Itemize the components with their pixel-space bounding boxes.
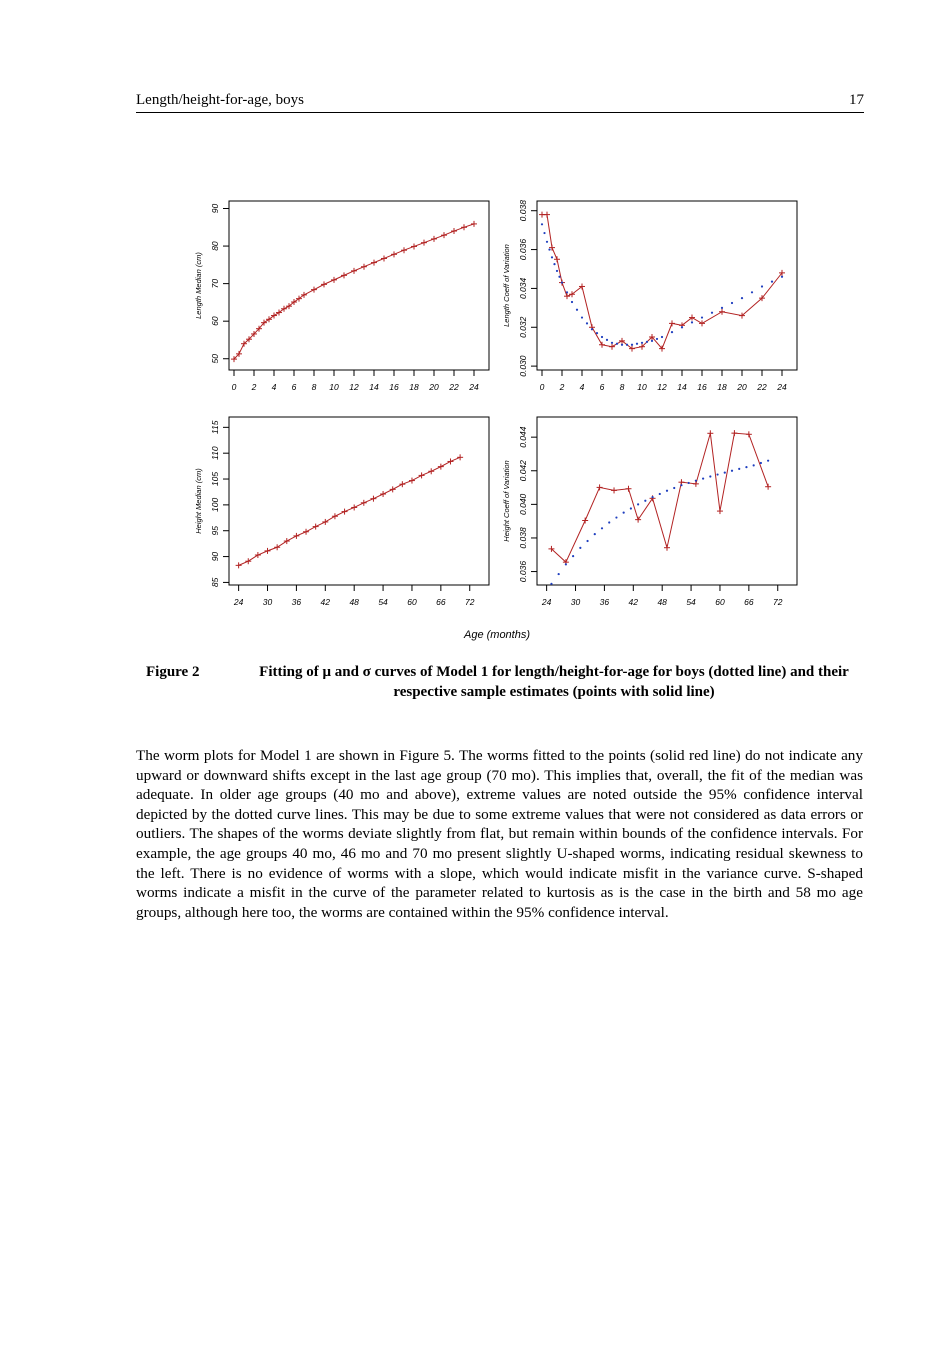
sample-point (431, 236, 437, 242)
x-tick-label: 72 (773, 597, 783, 607)
x-tick-label: 42 (320, 597, 331, 607)
fitted-curve-dot (606, 339, 608, 341)
fitted-curve-dot (576, 309, 578, 311)
fitted-curve-dot (579, 547, 581, 549)
chart-panel-2 (502, 200, 797, 392)
x-tick-label: 8 (311, 382, 317, 392)
x-tick-label: 4 (579, 382, 585, 392)
page-number: 17 (849, 92, 864, 108)
x-tick-label: 10 (637, 382, 647, 392)
sample-point (411, 243, 417, 249)
fitted-curve-dot (641, 342, 643, 344)
x-tick-label: 10 (329, 382, 339, 392)
x-tick-label: 2 (559, 382, 565, 392)
x-tick-label: 20 (737, 382, 747, 392)
fitted-curve-dot (571, 301, 573, 303)
sample-point (428, 468, 434, 474)
fitted-curve-dot (601, 527, 603, 529)
fitted-curve-dot (608, 521, 610, 523)
common-x-axis-label: Age (months) (463, 629, 531, 641)
sample-point (554, 256, 560, 262)
fitted-curve-dot (711, 312, 713, 314)
plot-frame (229, 417, 489, 585)
x-tick-label: 12 (657, 382, 667, 392)
fitted-curve-dot (651, 496, 653, 498)
fitted-curve-dot (630, 507, 632, 509)
sample-point (611, 487, 617, 493)
plot-frame (537, 201, 797, 370)
sample-point (409, 478, 415, 484)
x-tick-label: 66 (744, 597, 754, 607)
x-tick-label: 36 (599, 597, 610, 607)
sample-point (746, 431, 752, 437)
fitted-curve-dot (781, 276, 783, 278)
x-tick-label: 30 (570, 597, 581, 607)
x-tick-label: 30 (262, 597, 273, 607)
y-tick-label: 115 (210, 420, 220, 435)
x-tick-label: 16 (389, 382, 399, 392)
sample-point (599, 342, 605, 348)
fitted-curve-dot (565, 563, 567, 565)
sample-point (321, 281, 327, 287)
fitted-curve-dot (709, 475, 711, 477)
y-axis-label: Length Median (cm) (194, 252, 203, 319)
fitted-curve-dot (566, 291, 568, 293)
body-paragraph: The worm plots for Model 1 are shown in Figure 5. The worms fitted to the points (solid red line) do not indicate any upward or downward shifts except in the last age group (70 mo). This implies that, overall, the fit of the median was adequate. In older age groups (40 mo and above), extreme values are noted outside the 95% confidence interval depicted by the dotted curve lines. This may be due to some extreme values that were not considered as data errors or outliers. The shapes of the worms deviate slightly from flat, but remain within bounds of the confidence intervals. For example, the age groups 40 mo, 46 mo and 70 mo present slightly U-shaped worms, indicating residual skewness to the left. There is no evidence of worms with a slope, which would indicate misfit in the variance curve. S-shaped worms indicate a misfit in the curve of the parameter related to kurtosis as is the case in the birth and 58 mo age groups, although here too, the worms are contained within the 95% confidence interval. (136, 747, 863, 921)
sample-point (401, 247, 407, 253)
x-tick-label: 16 (697, 382, 707, 392)
y-tick-label: 110 (210, 446, 220, 460)
sample-point (371, 260, 377, 266)
y-tick-label: 0.032 (518, 316, 528, 338)
sample-point (236, 562, 242, 568)
fitted-curve-dot (680, 484, 682, 486)
sample-point (664, 545, 670, 551)
fitted-curve-dot (594, 533, 596, 535)
sample-point (390, 486, 396, 492)
y-tick-label: 0.030 (518, 355, 528, 377)
x-tick-label: 36 (291, 597, 302, 607)
fitted-curve-dot (767, 460, 769, 462)
figure-caption-label: Figure 2 (146, 664, 200, 680)
sample-point (717, 508, 723, 514)
fitted-curve-dot (626, 344, 628, 346)
x-tick-label: 60 (715, 597, 725, 607)
x-tick-label: 20 (429, 382, 439, 392)
figure-caption-text: Fitting of μ and σ curves of Model 1 for length/height-for-age for boys (dotted line) and their respective sample estimates (points with solid line) (259, 664, 849, 700)
y-tick-label: 0.040 (518, 493, 528, 516)
x-tick-label: 42 (628, 597, 639, 607)
fitted-curve-dot (581, 316, 583, 318)
y-tick-label: 0.038 (518, 200, 528, 222)
x-tick-label: 14 (369, 382, 379, 392)
fitted-curve-dot (572, 555, 574, 557)
fitted-curve-dot (661, 336, 663, 338)
fitted-curve-dot (586, 322, 588, 324)
x-tick-label: 72 (465, 597, 475, 607)
sample-line (542, 215, 782, 349)
sample-point (370, 496, 376, 502)
chart-panel-1 (194, 201, 489, 392)
sample-point (457, 454, 463, 460)
fitted-curve-dot (695, 480, 697, 482)
fitted-curve-dot (558, 573, 560, 575)
sample-point (438, 464, 444, 470)
sample-line (239, 457, 460, 565)
sample-point (331, 277, 337, 283)
x-tick-label: 24 (541, 597, 552, 607)
sample-point (421, 240, 427, 246)
sample-point (441, 232, 447, 238)
fitted-curve-dot (691, 321, 693, 323)
fitted-curve-dot (561, 281, 563, 283)
x-tick-label: 6 (599, 382, 605, 392)
fitted-curve-dot (666, 490, 668, 492)
y-tick-label: 105 (210, 471, 220, 487)
x-tick-label: 4 (271, 382, 277, 392)
x-tick-label: 48 (349, 597, 359, 607)
fitted-curve-dot (546, 241, 548, 243)
sample-point (313, 524, 319, 530)
sample-point (391, 251, 397, 257)
fitted-curve-dot (558, 276, 560, 278)
x-tick-label: 2 (251, 382, 257, 392)
x-tick-label: 22 (449, 382, 459, 392)
fitted-curve-dot (745, 466, 747, 468)
x-tick-label: 18 (409, 382, 419, 392)
y-tick-label: 0.044 (518, 426, 528, 448)
fitted-curve-dot (656, 338, 658, 340)
y-tick-label: 85 (210, 577, 220, 588)
x-tick-label: 24 (777, 382, 787, 392)
x-tick-label: 24 (469, 382, 479, 392)
fitted-curve-dot (659, 493, 661, 495)
fitted-curve-dot (644, 500, 646, 502)
sample-point (303, 529, 309, 535)
fitted-curve-dot (636, 343, 638, 345)
fitted-curve-dot (688, 482, 690, 484)
fitted-curve-dot (671, 331, 673, 333)
fitted-curve-dot (741, 297, 743, 299)
x-tick-label: 6 (291, 382, 297, 392)
fitted-curve-dot (601, 336, 603, 338)
sample-point (255, 552, 261, 558)
fitted-curve-dot (651, 340, 653, 342)
fitted-curve-dot (596, 332, 598, 334)
sample-point (447, 458, 453, 464)
fitted-curve-dot (591, 328, 593, 330)
x-tick-label: 8 (619, 382, 625, 392)
sample-point (381, 255, 387, 261)
x-tick-label: 18 (717, 382, 727, 392)
x-tick-label: 66 (436, 597, 446, 607)
y-tick-label: 95 (210, 525, 220, 536)
fitted-curve-dot (646, 341, 648, 343)
fitted-curve-dot (761, 285, 763, 287)
sample-point (351, 504, 357, 510)
sample-point (342, 509, 348, 515)
sample-point (274, 544, 280, 550)
fitted-curve-dot (616, 343, 618, 345)
fitted-curve-dot (721, 307, 723, 309)
y-tick-label: 0.034 (518, 277, 528, 300)
x-tick-label: 54 (378, 597, 388, 607)
sample-point (399, 481, 405, 487)
fitted-curve-dot (621, 344, 623, 346)
sample-point (731, 430, 737, 436)
header-title: Length/height-for-age, boys (136, 92, 304, 108)
sample-point (597, 484, 603, 490)
y-axis-label: Height Median (cm) (194, 468, 203, 534)
figure-2-panels (0, 0, 952, 660)
x-tick-label: 0 (539, 382, 545, 392)
sample-point (265, 548, 271, 554)
fitted-curve-dot (611, 342, 613, 344)
sample-point (380, 491, 386, 497)
sample-point (245, 558, 251, 564)
y-tick-label: 0.038 (518, 527, 528, 549)
sample-line (234, 224, 474, 359)
sample-point (293, 533, 299, 539)
sample-point (451, 228, 457, 234)
plot-frame (229, 201, 489, 370)
fitted-curve-dot (673, 487, 675, 489)
fitted-curve-dot (731, 302, 733, 304)
sample-point (625, 486, 631, 492)
y-tick-label: 100 (210, 497, 220, 512)
fitted-curve-dot (751, 291, 753, 293)
x-tick-label: 14 (677, 382, 687, 392)
fitted-curve-dot (548, 248, 550, 250)
sample-point (699, 320, 705, 326)
sample-point (361, 500, 367, 506)
sample-point (544, 212, 550, 218)
y-tick-label: 0.042 (518, 460, 528, 482)
sample-line (551, 433, 768, 562)
y-tick-label: 50 (210, 353, 220, 364)
fitted-curve-dot (637, 503, 639, 505)
y-axis-label: Height Coeff of Variation (502, 460, 511, 542)
fitted-curve-dot (701, 316, 703, 318)
y-tick-label: 0.036 (518, 238, 528, 261)
fitted-curve-dot (631, 344, 633, 346)
x-tick-label: 12 (349, 382, 359, 392)
sample-point (419, 472, 425, 478)
sample-point (311, 287, 317, 293)
sample-point (461, 224, 467, 230)
chart-panel-3 (194, 417, 489, 607)
y-tick-label: 90 (210, 203, 220, 214)
fitted-curve-dot (615, 516, 617, 518)
sample-point (669, 320, 675, 326)
y-tick-label: 90 (210, 551, 220, 562)
sample-point (635, 517, 641, 523)
chart-panel-4 (502, 417, 797, 607)
fitted-curve-dot (724, 472, 726, 474)
fitted-curve-dot (681, 326, 683, 328)
fitted-curve-dot (556, 270, 558, 272)
fitted-curve-dot (731, 470, 733, 472)
y-axis-label: Length Coeff of Variation (502, 244, 511, 327)
fitted-curve-dot (623, 511, 625, 513)
x-tick-label: 60 (407, 597, 417, 607)
sample-point (471, 221, 477, 227)
sample-point (765, 484, 771, 490)
sample-point (719, 309, 725, 315)
sample-point (707, 430, 713, 436)
sample-point (361, 264, 367, 270)
fitted-curve-dot (760, 462, 762, 464)
sample-point (284, 538, 290, 544)
plot-frame (537, 417, 797, 585)
y-tick-label: 60 (210, 316, 220, 326)
fitted-curve-dot (551, 256, 553, 258)
y-tick-label: 0.036 (518, 560, 528, 583)
fitted-curve-dot (541, 223, 543, 225)
sample-point (332, 513, 338, 519)
sample-point (609, 344, 615, 350)
fitted-curve-dot (586, 540, 588, 542)
fitted-curve-dot (716, 473, 718, 475)
sample-point (322, 519, 328, 525)
sample-point (341, 272, 347, 278)
y-tick-label: 70 (210, 278, 220, 289)
fitted-curve-dot (753, 464, 755, 466)
fitted-curve-dot (771, 281, 773, 283)
fitted-curve-dot (738, 468, 740, 470)
x-tick-label: 0 (231, 382, 237, 392)
fitted-curve-dot (553, 263, 555, 265)
x-tick-label: 48 (657, 597, 667, 607)
x-tick-label: 22 (757, 382, 767, 392)
fitted-curve-dot (543, 232, 545, 234)
sample-point (582, 517, 588, 523)
fitted-curve-dot (550, 583, 552, 585)
x-tick-label: 54 (686, 597, 696, 607)
sample-point (351, 268, 357, 274)
fitted-curve-dot (702, 477, 704, 479)
y-tick-label: 80 (210, 241, 220, 251)
x-tick-label: 24 (233, 597, 244, 607)
